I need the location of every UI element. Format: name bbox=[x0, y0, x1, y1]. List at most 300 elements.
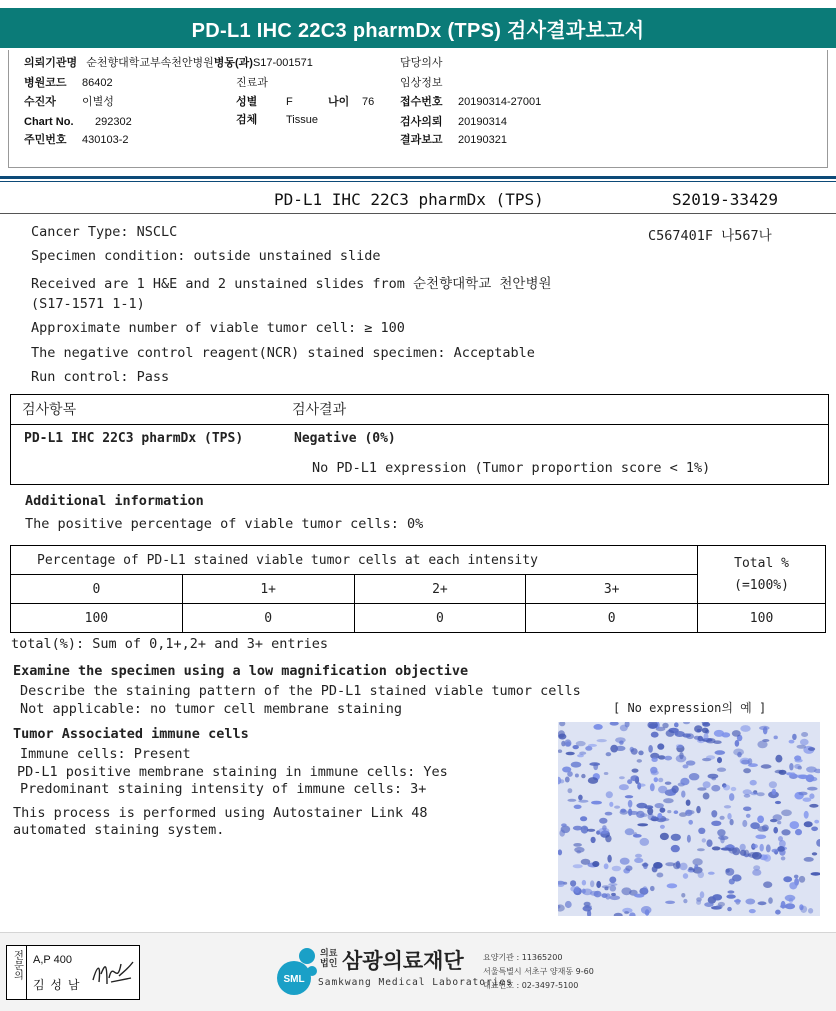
cell-nucleus bbox=[602, 885, 610, 888]
cell-nucleus bbox=[583, 906, 592, 912]
cell-nucleus bbox=[605, 812, 613, 816]
cell-nucleus bbox=[735, 740, 740, 747]
cell-nucleus bbox=[665, 782, 672, 785]
cell-nucleus bbox=[798, 792, 807, 796]
cell-nucleus bbox=[706, 755, 715, 759]
cell-nucleus bbox=[809, 804, 818, 808]
cell-nucleus bbox=[700, 891, 705, 898]
cell-nucleus bbox=[608, 883, 617, 886]
cell-nucleus bbox=[575, 774, 579, 778]
cell-nucleus bbox=[726, 894, 735, 898]
cell-nucleus bbox=[635, 854, 642, 858]
cell-nucleus bbox=[698, 828, 705, 834]
cell-nucleus bbox=[637, 823, 648, 826]
cell-nucleus bbox=[744, 794, 751, 798]
cell-nucleus bbox=[745, 899, 755, 905]
cell-nucleus bbox=[804, 821, 813, 827]
cell-nucleus bbox=[762, 825, 769, 832]
cell-nucleus bbox=[711, 821, 721, 826]
signature-box bbox=[6, 945, 140, 1000]
cell-nucleus bbox=[794, 764, 801, 769]
intensity-col-3: 3+ bbox=[526, 575, 698, 604]
cell-nucleus bbox=[786, 772, 792, 775]
immune-line-3: Predominant staining intensity of immune cells: 3+ bbox=[20, 781, 427, 797]
cell-nucleus bbox=[768, 897, 773, 904]
cell-nucleus bbox=[703, 793, 710, 800]
stamp-code: A,P 400 bbox=[33, 954, 72, 966]
cell-nucleus bbox=[658, 786, 667, 794]
cell-nucleus bbox=[773, 814, 782, 821]
intensity-header: Percentage of PD-L1 stained viable tumor cells at each intensity bbox=[11, 546, 698, 575]
cell-nucleus bbox=[601, 893, 607, 898]
cell-nucleus bbox=[763, 881, 772, 888]
org-info: 요양기관 : 11365200 서울특별시 서초구 양재동 9-60 대표번호 : 02-3497-5100 bbox=[483, 953, 594, 990]
cell-nucleus bbox=[579, 752, 586, 755]
cell-nucleus bbox=[694, 736, 700, 740]
cell-nucleus bbox=[718, 902, 725, 907]
cell-nucleus bbox=[723, 785, 730, 791]
cell-nucleus bbox=[711, 810, 717, 817]
cell-nucleus bbox=[683, 722, 690, 724]
cell-nucleus bbox=[775, 910, 781, 915]
cell-nucleus bbox=[642, 886, 648, 894]
cell-nucleus bbox=[783, 876, 792, 882]
cell-nucleus bbox=[803, 798, 812, 802]
cell-nucleus bbox=[688, 867, 693, 871]
cell-nucleus bbox=[651, 757, 657, 762]
examine-heading: Examine the specimen using a low magnification objective bbox=[13, 663, 469, 679]
cell-nucleus bbox=[642, 863, 649, 867]
cell-nucleus bbox=[558, 904, 565, 911]
cell-nucleus bbox=[658, 778, 663, 783]
intensity-col-2: 2+ bbox=[354, 575, 526, 604]
cell-nucleus bbox=[727, 890, 734, 893]
cell-nucleus bbox=[760, 844, 764, 852]
cell-nucleus bbox=[650, 783, 655, 791]
request-date-row: 검사의뢰 20190314 bbox=[400, 116, 507, 128]
cell-nucleus bbox=[799, 876, 805, 883]
cell-nucleus bbox=[568, 788, 573, 793]
cell-nucleus bbox=[740, 758, 751, 765]
cell-nucleus bbox=[808, 747, 815, 751]
cell-nucleus bbox=[630, 775, 639, 781]
cell-nucleus bbox=[663, 798, 674, 803]
cell-nucleus bbox=[806, 766, 817, 772]
cell-nucleus bbox=[571, 762, 582, 768]
cell-nucleus bbox=[689, 773, 700, 780]
cell-nucleus bbox=[574, 805, 582, 809]
cell-nucleus bbox=[648, 813, 654, 820]
cell-nucleus bbox=[679, 752, 683, 759]
cell-nucleus bbox=[685, 810, 692, 817]
cell-nucleus bbox=[742, 820, 747, 827]
cell-nucleus bbox=[734, 899, 741, 902]
cell-nucleus bbox=[674, 731, 678, 735]
cell-nucleus bbox=[681, 893, 685, 898]
cell-nucleus bbox=[602, 825, 607, 831]
cell-nucleus bbox=[567, 799, 576, 802]
cell-nucleus bbox=[790, 821, 800, 829]
cell-nucleus bbox=[638, 784, 645, 787]
cell-nucleus bbox=[680, 778, 689, 785]
cell-nucleus bbox=[769, 781, 777, 788]
cell-nucleus bbox=[636, 803, 647, 809]
cell-nucleus bbox=[781, 901, 786, 909]
cell-nucleus bbox=[634, 858, 643, 863]
org-english-name: Samkwang Medical Laboratories bbox=[318, 977, 513, 988]
cell-nucleus bbox=[715, 750, 726, 755]
cell-nucleus bbox=[743, 789, 752, 794]
cell-nucleus bbox=[604, 863, 609, 869]
cell-nucleus bbox=[624, 911, 629, 914]
cell-nucleus bbox=[570, 880, 576, 886]
cell-nucleus bbox=[789, 740, 795, 744]
cell-nucleus bbox=[773, 827, 778, 834]
additional-heading: Additional information bbox=[25, 493, 204, 509]
cell-nucleus bbox=[792, 734, 797, 740]
intensity-table bbox=[10, 545, 826, 633]
cell-nucleus bbox=[628, 809, 632, 816]
cell-nucleus bbox=[781, 829, 790, 835]
title-divider bbox=[0, 213, 836, 214]
cell-nucleus bbox=[638, 751, 643, 756]
micrograph-svg bbox=[558, 722, 820, 916]
cell-nucleus bbox=[609, 802, 613, 807]
report-number: S2019-33429 bbox=[672, 190, 778, 209]
cell-nucleus bbox=[724, 805, 731, 808]
cell-nucleus bbox=[662, 723, 668, 729]
cell-nucleus bbox=[800, 739, 809, 746]
cell-nucleus bbox=[811, 827, 818, 832]
cell-nucleus bbox=[596, 881, 601, 888]
cell-nucleus bbox=[698, 871, 704, 878]
test-name: PD-L1 IHC 22C3 pharmDx (TPS) bbox=[24, 431, 244, 446]
intensity-value-3: 0 bbox=[526, 604, 698, 633]
cell-nucleus bbox=[743, 768, 751, 773]
logo-text: SML bbox=[283, 974, 305, 985]
cell-nucleus bbox=[667, 883, 678, 888]
cell-nucleus bbox=[811, 872, 821, 876]
clinic-label: 진료과 bbox=[236, 77, 268, 89]
immune-heading: Tumor Associated immune cells bbox=[13, 726, 249, 742]
cell-nucleus bbox=[794, 755, 801, 760]
test-result: Negative (0%) bbox=[294, 431, 396, 446]
cell-nucleus bbox=[704, 733, 709, 740]
cell-nucleus bbox=[566, 752, 575, 755]
cancer-type: Cancer Type: NSCLC bbox=[31, 224, 178, 240]
cell-nucleus bbox=[564, 739, 571, 746]
result-detail: No PD-L1 expression (Tumor proportion score < 1%) bbox=[312, 460, 711, 476]
cell-nucleus bbox=[732, 730, 741, 737]
cell-nucleus bbox=[816, 839, 820, 847]
cell-nucleus bbox=[778, 836, 783, 842]
total-header: Total % bbox=[734, 555, 789, 571]
cell-nucleus bbox=[743, 807, 751, 812]
cell-nucleus bbox=[573, 864, 583, 868]
stamp-name: 김 성 남 bbox=[33, 978, 81, 992]
resident-no-row: 주민번호 430103-2 bbox=[24, 134, 129, 146]
cell-nucleus bbox=[757, 816, 764, 824]
cell-nucleus bbox=[614, 913, 623, 916]
examine-line-2: Not applicable: no tumor cell membrane staining bbox=[20, 701, 403, 717]
cell-nucleus bbox=[674, 722, 679, 727]
cell-nucleus bbox=[774, 736, 778, 740]
cell-nucleus bbox=[581, 826, 589, 834]
cell-nucleus bbox=[665, 862, 675, 866]
cell-nucleus bbox=[584, 902, 591, 907]
cell-nucleus bbox=[708, 774, 719, 779]
cell-nucleus bbox=[729, 793, 734, 801]
cell-nucleus bbox=[582, 889, 586, 894]
cell-nucleus bbox=[750, 822, 760, 829]
image-caption: [ No expression의 예 ] bbox=[613, 701, 767, 715]
header-rule-thin bbox=[0, 181, 836, 182]
org-name: 삼광의료재단 bbox=[342, 949, 464, 973]
cell-nucleus bbox=[664, 756, 672, 761]
immune-line-1: Immune cells: Present bbox=[20, 746, 191, 762]
total-header-cell bbox=[698, 546, 826, 604]
cell-nucleus bbox=[605, 835, 611, 842]
immune-line-2: PD-L1 positive membrane staining in immune cells: Yes bbox=[17, 764, 448, 780]
cell-nucleus bbox=[610, 885, 617, 891]
cell-nucleus bbox=[688, 820, 693, 825]
cell-nucleus bbox=[599, 818, 607, 824]
cell-nucleus bbox=[717, 829, 725, 836]
cell-nucleus bbox=[777, 846, 785, 852]
cell-nucleus bbox=[657, 873, 664, 878]
cell-nucleus bbox=[565, 901, 572, 908]
cell-nucleus bbox=[604, 772, 609, 775]
cell-nucleus bbox=[657, 813, 662, 818]
cell-nucleus bbox=[800, 906, 807, 913]
ref-code: C567401F 나567나 bbox=[648, 228, 772, 244]
result-box-divider bbox=[11, 424, 828, 425]
cell-nucleus bbox=[650, 886, 655, 891]
examine-line-1: Describe the staining pattern of the PD-L1 stained viable tumor cells bbox=[20, 683, 581, 699]
slide-reference: (S17-1571 1-1) bbox=[31, 296, 145, 312]
cell-nucleus bbox=[667, 810, 671, 813]
cell-nucleus bbox=[561, 823, 567, 826]
cell-nucleus bbox=[655, 803, 664, 808]
cell-nucleus bbox=[731, 787, 737, 791]
cell-nucleus bbox=[750, 780, 757, 786]
cell-nucleus bbox=[746, 814, 751, 818]
cell-nucleus bbox=[797, 745, 807, 749]
intensity-col-1: 1+ bbox=[182, 575, 354, 604]
cell-nucleus bbox=[697, 848, 705, 851]
cell-nucleus bbox=[573, 843, 582, 847]
specimen-row: 검체 Tissue bbox=[236, 114, 318, 126]
cell-nucleus bbox=[712, 894, 722, 900]
cell-nucleus bbox=[732, 874, 742, 881]
cell-nucleus bbox=[814, 820, 819, 824]
cell-nucleus bbox=[625, 795, 633, 798]
intensity-total-value: 100 bbox=[698, 604, 826, 633]
cell-nucleus bbox=[615, 737, 626, 743]
cell-nucleus bbox=[812, 852, 817, 855]
cell-nucleus bbox=[777, 821, 781, 825]
cell-nucleus bbox=[686, 760, 696, 765]
cell-nucleus bbox=[631, 748, 638, 755]
cell-nucleus bbox=[721, 847, 731, 850]
cell-nucleus bbox=[588, 744, 597, 747]
cell-nucleus bbox=[717, 768, 726, 772]
cell-nucleus bbox=[725, 868, 734, 876]
cell-nucleus bbox=[692, 858, 702, 865]
hospital-code-row: 병원코드 86402 bbox=[24, 77, 113, 89]
cell-nucleus bbox=[570, 886, 576, 891]
cell-nucleus bbox=[591, 837, 596, 843]
cell-nucleus bbox=[794, 775, 805, 778]
sml-logo-icon bbox=[270, 942, 322, 998]
cell-nucleus bbox=[597, 739, 607, 742]
cell-nucleus bbox=[666, 730, 675, 737]
cell-nucleus bbox=[607, 855, 611, 863]
cell-nucleus bbox=[672, 785, 679, 793]
cell-nucleus bbox=[702, 728, 709, 734]
cell-nucleus bbox=[558, 730, 565, 738]
institution-row: 의뢰기관명 순천향대학교부속천안병원병동(과)S17-001571 bbox=[24, 57, 313, 69]
cell-nucleus bbox=[749, 909, 756, 913]
cell-nucleus bbox=[694, 725, 702, 732]
cell-nucleus bbox=[785, 895, 796, 901]
cell-nucleus bbox=[619, 784, 629, 790]
cell-nucleus bbox=[558, 749, 562, 753]
cell-nucleus bbox=[588, 777, 598, 784]
cell-nucleus bbox=[606, 791, 613, 798]
cell-nucleus bbox=[772, 789, 776, 795]
cell-nucleus bbox=[683, 899, 687, 903]
cell-nucleus bbox=[632, 769, 639, 773]
cell-nucleus bbox=[730, 819, 734, 825]
cell-nucleus bbox=[757, 741, 767, 749]
cell-nucleus bbox=[702, 838, 706, 842]
cell-nucleus bbox=[641, 906, 652, 914]
cell-nucleus bbox=[789, 763, 793, 770]
cell-nucleus bbox=[637, 759, 642, 763]
cell-nucleus bbox=[562, 767, 571, 773]
cell-nucleus bbox=[775, 801, 781, 804]
cell-nucleus bbox=[565, 777, 570, 783]
clinical-info-label: 임상정보 bbox=[400, 77, 443, 89]
cell-nucleus bbox=[558, 849, 562, 855]
cell-nucleus bbox=[807, 787, 818, 791]
cell-nucleus bbox=[578, 795, 583, 801]
cell-nucleus bbox=[629, 912, 635, 916]
cell-nucleus bbox=[593, 724, 602, 730]
cell-nucleus bbox=[671, 834, 681, 841]
cell-nucleus bbox=[559, 722, 565, 726]
cell-nucleus bbox=[581, 774, 585, 778]
intensity-col-0: 0 bbox=[11, 575, 183, 604]
intensity-value-0: 100 bbox=[11, 604, 183, 633]
cell-nucleus bbox=[576, 850, 581, 853]
cell-nucleus bbox=[759, 726, 770, 730]
viable-tumor-count: Approximate number of viable tumor cell: ≥ 100 bbox=[31, 320, 405, 336]
cell-nucleus bbox=[651, 732, 659, 738]
patient-row: 수진자 이별성 bbox=[24, 96, 114, 108]
report-date-row: 결과보고 20190321 bbox=[400, 134, 507, 146]
cell-nucleus bbox=[620, 858, 630, 865]
cell-nucleus bbox=[804, 811, 809, 819]
cell-nucleus bbox=[781, 810, 792, 817]
cell-nucleus bbox=[580, 816, 587, 821]
cell-nucleus bbox=[559, 830, 565, 837]
cell-nucleus bbox=[686, 800, 691, 806]
chart-no-row: Chart No. 292302 bbox=[24, 116, 132, 128]
cell-nucleus bbox=[717, 757, 722, 763]
cell-nucleus bbox=[660, 808, 666, 813]
org-prefix: 의료 법인 bbox=[320, 949, 338, 969]
cell-nucleus bbox=[706, 839, 712, 847]
received-slides: Received are 1 H&E and 2 unstained slides from 순천향대학교 천안병원 bbox=[31, 276, 552, 292]
run-control: Run control: Pass bbox=[31, 369, 170, 385]
cell-nucleus bbox=[696, 806, 701, 813]
col-header-test: 검사항목 bbox=[22, 402, 77, 418]
cell-nucleus bbox=[757, 792, 765, 796]
doctor-label: 담당의사 bbox=[400, 57, 443, 69]
micrograph-image bbox=[558, 722, 820, 916]
cell-nucleus bbox=[657, 743, 664, 749]
cell-nucleus bbox=[620, 809, 626, 813]
cell-nucleus bbox=[752, 844, 758, 848]
cell-nucleus bbox=[711, 785, 720, 792]
intensity-value-2: 0 bbox=[354, 604, 526, 633]
cell-nucleus bbox=[590, 880, 594, 887]
cell-nucleus bbox=[671, 845, 680, 852]
cell-nucleus bbox=[758, 901, 767, 905]
cell-nucleus bbox=[681, 791, 685, 798]
cell-nucleus bbox=[620, 725, 628, 732]
cell-nucleus bbox=[804, 857, 814, 862]
cell-nucleus bbox=[650, 767, 657, 774]
cell-nucleus bbox=[582, 880, 586, 886]
cell-nucleus bbox=[775, 755, 782, 763]
cell-nucleus bbox=[795, 829, 802, 835]
sex-age-row: 성별 F 나이 76 bbox=[236, 96, 375, 108]
cell-nucleus bbox=[720, 816, 725, 820]
cell-nucleus bbox=[683, 873, 688, 879]
cell-nucleus bbox=[809, 793, 814, 799]
cell-nucleus bbox=[576, 741, 586, 746]
cell-nucleus bbox=[587, 829, 595, 832]
cell-nucleus bbox=[712, 846, 721, 850]
negative-control: The negative control reagent(NCR) stained specimen: Acceptable bbox=[31, 345, 535, 361]
cell-nucleus bbox=[720, 836, 725, 843]
intensity-value-1: 0 bbox=[182, 604, 354, 633]
cell-nucleus bbox=[766, 844, 771, 852]
cell-nucleus bbox=[775, 770, 784, 774]
cell-nucleus bbox=[676, 744, 683, 748]
stamp-vertical-label: 전문의 bbox=[7, 946, 27, 999]
cell-nucleus bbox=[696, 900, 701, 905]
cell-nucleus bbox=[703, 781, 711, 788]
cell-nucleus bbox=[610, 722, 619, 726]
cell-nucleus bbox=[708, 872, 715, 875]
cell-nucleus bbox=[619, 776, 625, 779]
cell-nucleus bbox=[625, 865, 632, 871]
test-title: PD-L1 IHC 22C3 pharmDx (TPS) bbox=[274, 190, 544, 209]
cell-nucleus bbox=[733, 749, 744, 756]
cell-nucleus bbox=[674, 810, 679, 814]
cell-nucleus bbox=[654, 777, 658, 782]
cell-nucleus bbox=[615, 746, 625, 751]
cell-nucleus bbox=[628, 800, 633, 808]
process-line-2: automated staining system. bbox=[13, 822, 225, 838]
cell-nucleus bbox=[611, 893, 616, 896]
cell-nucleus bbox=[640, 838, 650, 846]
cell-nucleus bbox=[794, 875, 799, 879]
